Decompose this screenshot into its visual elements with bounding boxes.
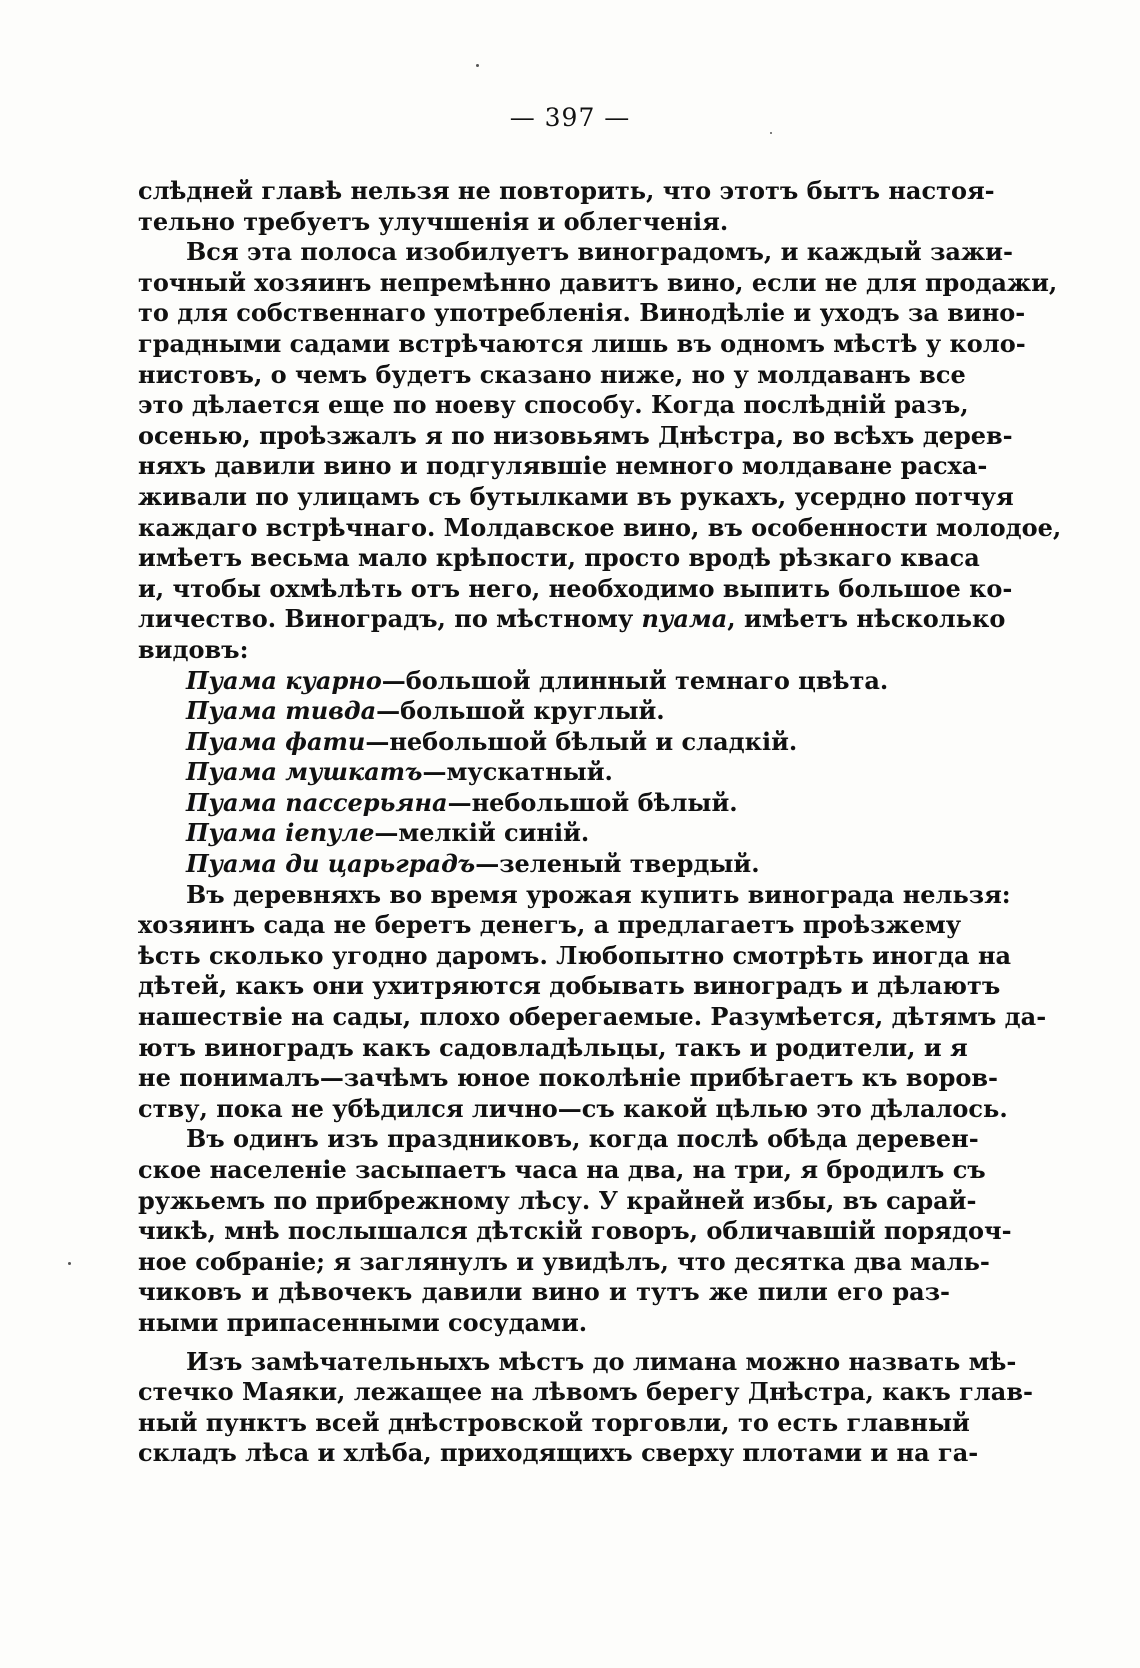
variety-item [138,757,950,788]
variety-name: Пуама мушкатъ [186,757,423,787]
text-line: и, чтобы охмѣлѣть отъ него, необходимо выпить большое ко- [138,573,1013,603]
variety-name: Пуама ди царьградъ [186,849,476,879]
text-line: стечко Маяки, лежащее на лѣвомъ берегу Днѣстра, какъ глав- [138,1377,1033,1407]
text-line: Въ деревняхъ во время урожая купить винограда нельзя: [186,879,1011,909]
text-line: нистовъ, о чемъ будетъ сказано ниже, но у молдаванъ все [138,359,966,389]
text-line: тельно требуетъ улучшенія и облегченія. [138,206,729,236]
variety-name: Пуама іепуле [186,818,375,848]
variety-name: Пуама куарно [186,665,382,695]
paragraph-gap [138,1339,950,1347]
text-line: осенью, проѣзжалъ я по низовьямъ Днѣстра, во всѣхъ дерев- [138,420,1013,450]
variety-desc: —большой длинный темнаго цвѣта. [381,665,889,695]
text-line: ству, пока не убѣдился лично—съ какой цѣлью это дѣлалось. [138,1093,1008,1123]
text-line: слѣдней главѣ нельзя не повторить, что этотъ бытъ настоя- [138,176,995,205]
variety-item [138,818,950,849]
text-line: нашествіе на сады, плохо оберегаемые. Разумѣется, дѣтямъ да- [138,1002,1047,1032]
text-line: складъ лѣса и хлѣба, приходящихъ сверху плотами и на га- [138,1438,979,1468]
text-line: живали по улицамъ съ бутылками въ рукахъ, усердно потчуя [138,481,1014,511]
text-line: ское населеніе засыпаетъ часа на два, на три, я бродилъ съ [138,1155,986,1184]
variety-desc: —небольшой бѣлый и сладкій. [365,726,798,756]
text-line: то для собственнаго употребленія. Винодѣліе и уходъ за вино- [138,298,1026,328]
page-number: — 397 — [509,103,631,132]
variety-item [138,666,950,697]
print-speck [770,132,772,134]
variety-name: Пуама фати [186,726,366,756]
variety-item [138,788,950,819]
body-text [138,176,1062,1469]
text-line: это дѣлается еще по ноеву способу. Когда послѣдній разъ, [138,390,969,420]
variety-desc: —зеленый твердый. [475,849,760,879]
text-line: чиковъ и дѣвочекъ давили вино и тутъ же пили его раз- [138,1277,950,1307]
text-line: Въ одинъ изъ праздниковъ, когда послѣ обѣда деревен- [186,1124,979,1154]
variety-item [138,727,950,758]
text-line: ный пунктъ всей днѣстровской торговли, то есть главный [138,1407,970,1437]
variety-desc: —мелкій синій. [374,818,590,848]
text-line: Изъ замѣчательныхъ мѣстъ до лимана можно назвать мѣ- [186,1346,1017,1376]
text-line: видовъ: [138,634,249,664]
text-line: имѣетъ весьма мало крѣпости, просто вродѣ рѣзкаго кваса [138,543,980,573]
print-speck [476,64,479,67]
text-line: дѣтей, какъ они ухитряются добывать виноградъ и дѣлаютъ [138,971,1001,1001]
text-line: чикѣ, мнѣ послышался дѣтскій говоръ, обличавшій порядоч- [138,1216,1012,1246]
text-line: ное собраніе; я заглянулъ и увидѣлъ, что десятка два маль- [138,1246,990,1276]
text-fragment: , имѣетъ нѣсколько [727,604,1006,634]
variety-desc: —небольшой бѣлый. [447,787,738,817]
text-line: Вся эта полоса изобилуетъ виноградомъ, и каждый зажи- [186,237,1013,267]
text-line: ружьемъ по прибрежному лѣсу. У крайней избы, въ сарай- [138,1185,977,1215]
text-line: ютъ виноградъ какъ садовладѣльцы, такъ и родители, и я [138,1032,968,1062]
text-line: не понималъ—зачѣмъ юное поколѣніе прибѣгаетъ къ воров- [138,1063,999,1093]
text-fragment: личество. Виноградъ, по мѣстному [138,604,642,634]
variety-name: Пуама тивда [186,696,377,726]
grape-varieties-list [138,666,950,880]
print-speck [68,1262,71,1265]
text-line: ѣсть сколько угодно даромъ. Любопытно смотрѣть иногда на [138,940,1012,970]
text-line: хозяинъ сада не беретъ денегъ, а предлагаетъ проѣзжему [138,910,962,940]
variety-desc: —мускатный. [422,757,613,787]
text-line: градными садами встрѣчаются лишь въ одномъ мѣстѣ у коло- [138,328,1026,358]
variety-item [138,696,950,727]
text-line: каждаго встрѣчнаго. Молдавское вино, въ особенности молодое, [138,512,1062,542]
variety-desc: —большой круглый. [376,696,665,726]
variety-item [138,849,950,880]
variety-name: Пуама пассерьяна [186,787,448,817]
text-line: ными припасенными сосудами. [138,1307,588,1337]
text-line: точный хозяинъ непремѣнно давитъ вино, если не для продажи, [138,267,1058,297]
text-line: няхъ давили вино и подгулявшіе немного молдаване расха- [138,451,988,481]
text-line [138,604,1006,635]
italic-term: пуама [641,604,728,634]
